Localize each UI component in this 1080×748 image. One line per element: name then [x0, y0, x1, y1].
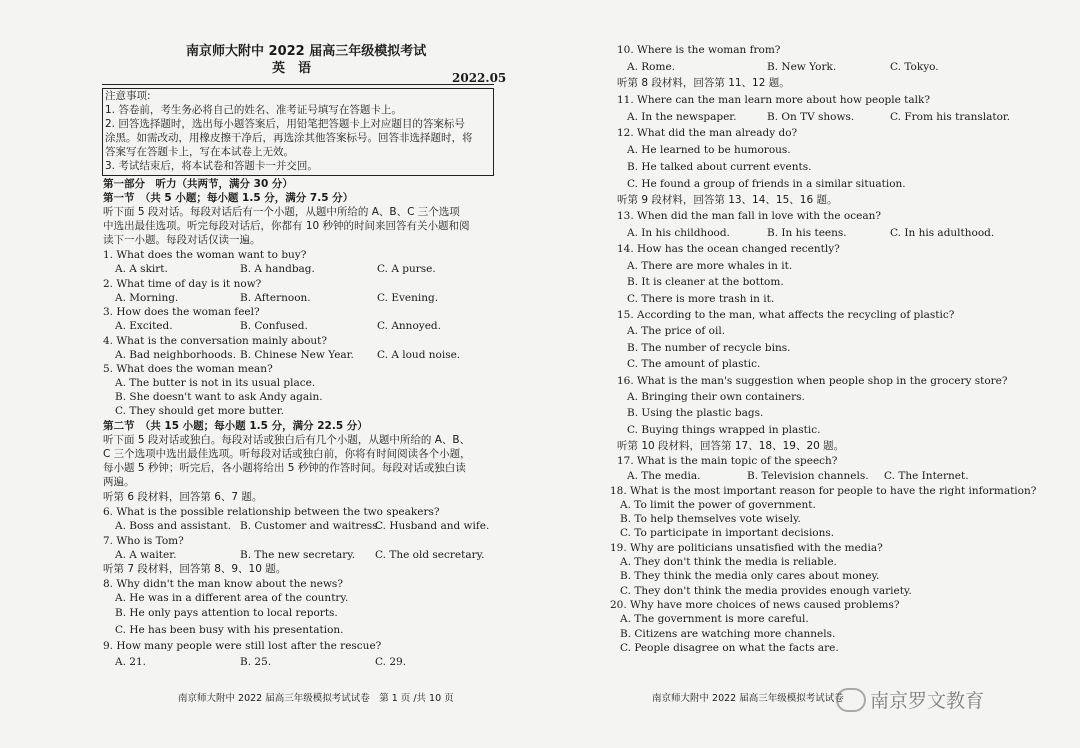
question-6: 6. What is the possible relationship between the two speakers?	[103, 506, 440, 518]
option-b: B. Afternoon.	[240, 292, 311, 304]
question-11: 11. Where can the man learn more about how people talk?	[617, 94, 931, 106]
option-b: B. He talked about current events.	[627, 161, 812, 173]
option-b: B. Television channels.	[747, 470, 869, 482]
notes-line: 3. 考试结束后，将本试卷和答题卡一并交回。	[105, 160, 318, 172]
option-a: A. The media.	[627, 470, 701, 482]
option-c: C. 29.	[375, 656, 407, 668]
material-heading: 听第 8 段材料，回答第 11、12 题。	[617, 77, 790, 89]
option-a: A. Rome.	[627, 61, 675, 73]
option-a: A. A waiter.	[115, 549, 177, 561]
section-desc: 中选出最佳选项。听完每段对话后，你都有 10 秒钟的时间来回答有关小题和阅	[103, 220, 470, 232]
option-c: C. Evening.	[377, 292, 439, 304]
option-a: A. Bringing their own containers.	[627, 391, 805, 403]
option-a: A. To limit the power of government.	[620, 499, 816, 511]
question-16: 16. What is the man's suggestion when people shop in the grocery store?	[617, 375, 1008, 387]
question-4: 4. What is the conversation mainly about?	[103, 335, 328, 347]
option-b: B. Citizens are watching more channels.	[620, 628, 836, 640]
option-b: B. They think the media only cares about money.	[620, 570, 880, 582]
material-heading: 听第 10 段材料，回答第 17、18、19、20 题。	[617, 440, 845, 452]
section-desc: 听下面 5 段对话或独白。每段对话或独白后有几个小题，从题中所给的 A、B、	[103, 434, 471, 446]
option-a: A. In his childhood.	[627, 227, 730, 239]
material-heading: 听第 7 段材料，回答第 8、9、10 题。	[103, 563, 287, 575]
option-b: B. To help themselves vote wisely.	[620, 513, 801, 525]
option-c: C. In his adulthood.	[890, 227, 995, 239]
notes-line: 注意事项:	[105, 90, 151, 102]
section-desc: 每小题 5 秒钟；听完后，各小题将给出 5 秒钟的作答时间。每段对话或独白读	[103, 462, 466, 474]
option-c: C. They should get more butter.	[115, 405, 284, 417]
option-c: C. From his translator.	[890, 111, 1011, 123]
notes-line: 1. 答卷前，考生务必将自己的姓名、准考证号填写在答题卡上。	[105, 104, 402, 116]
option-b: B. A handbag.	[240, 263, 315, 275]
option-b: B. 25.	[240, 656, 272, 668]
watermark: 南京罗文教育	[870, 690, 985, 712]
option-a: A. He learned to be humorous.	[627, 144, 791, 156]
option-b: B. Confused.	[240, 320, 308, 332]
option-b: B. On TV shows.	[767, 111, 855, 123]
option-a: A. In the newspaper.	[627, 111, 737, 123]
option-a: A. He was in a different area of the country.	[115, 592, 349, 604]
option-c: C. A loud noise.	[377, 349, 461, 361]
section-desc: 读下一小题。每段对话仅读一遍。	[103, 234, 261, 246]
material-heading: 听第 6 段材料，回答第 6、7 题。	[103, 491, 263, 503]
question-13: 13. When did the man fall in love with the ocean?	[617, 210, 881, 222]
option-c: C. He has been busy with his presentation.	[115, 624, 344, 636]
option-b: B. Chinese New Year.	[240, 349, 354, 361]
option-a: A. Bad neighborhoods.	[115, 349, 237, 361]
question-17: 17. What is the main topic of the speech?	[617, 455, 838, 467]
option-c: C. There is more trash in it.	[627, 293, 775, 305]
page-footer: 南京师大附中 2022 届高三年级模拟考试试卷 第 1 页 /共 10 页	[178, 693, 454, 704]
question-8: 8. Why didn't the man know about the news?	[103, 578, 343, 590]
exam-title: 南京师大附中 2022 届高三年级模拟考试	[186, 44, 427, 59]
option-b: B. In his teens.	[767, 227, 847, 239]
question-20: 20. Why have more choices of news caused problems?	[610, 599, 900, 611]
option-b: B. He only pays attention to local reports.	[115, 607, 338, 619]
section-heading: 第一节 （共 5 小题；每小题 1.5 分，满分 7.5 分）	[103, 192, 354, 204]
question-3: 3. How does the woman feel?	[103, 306, 260, 318]
section-heading: 第二节 （共 15 小题；每小题 1.5 分，满分 22.5 分）	[103, 420, 368, 432]
exam-date: 2022.05	[452, 71, 507, 85]
option-a: A. Excited.	[115, 320, 173, 332]
option-c: C. They don't think the media provides enough variety.	[620, 585, 912, 597]
option-c: C. The Internet.	[884, 470, 969, 482]
option-b: B. Using the plastic bags.	[627, 407, 764, 419]
option-c: C. The amount of plastic.	[627, 358, 761, 370]
question-9: 9. How many people were still lost after the rescue?	[103, 640, 382, 652]
notes-line: 2. 回答选择题时，选出每小题答案后，用铅笔把答题卡上对应题目的答案标号	[105, 118, 465, 130]
question-1: 1. What does the woman want to buy?	[103, 249, 307, 261]
section-desc: 两遍。	[103, 476, 135, 488]
option-a: A. 21.	[115, 656, 146, 668]
option-c: C. To participate in important decisions.	[620, 527, 835, 539]
option-c: C. Husband and wife.	[375, 520, 490, 532]
option-a: A. Morning.	[115, 292, 179, 304]
question-14: 14. How has the ocean changed recently?	[617, 243, 840, 255]
option-a: A. Boss and assistant.	[115, 520, 232, 532]
wechat-icon	[836, 688, 866, 712]
option-a: A. The government is more careful.	[620, 613, 809, 625]
question-7: 7. Who is Tom?	[103, 535, 184, 547]
subject-title: 英 语	[272, 61, 312, 76]
question-10: 10. Where is the woman from?	[617, 44, 781, 56]
option-b: B. The new secretary.	[240, 549, 356, 561]
section-desc: 听下面 5 段对话。每段对话后有一个小题，从题中所给的 A、B、C 三个选项	[103, 206, 460, 218]
option-b: B. It is cleaner at the bottom.	[627, 276, 784, 288]
option-a: A. The butter is not in its usual place.	[115, 377, 316, 389]
option-c: C. The old secretary.	[375, 549, 485, 561]
question-19: 19. Why are politicians unsatisfied with the media?	[610, 542, 883, 554]
option-b: B. Customer and waitress.	[240, 520, 381, 532]
question-18: 18. What is the most important reason for people to have the right information?	[610, 485, 1037, 497]
option-c: C. A purse.	[377, 263, 436, 275]
option-a: A. A skirt.	[115, 263, 168, 275]
option-c: C. He found a group of friends in a similar situation.	[627, 178, 906, 190]
part-heading: 第一部分 听力（共两节，满分 30 分）	[103, 178, 293, 190]
option-b: B. New York.	[767, 61, 837, 73]
section-desc: C 三个选项中选出最佳选项。听每段对话或独白前，你将有时间阅读各个小题，	[103, 448, 471, 460]
option-c: C. Tokyo.	[890, 61, 939, 73]
option-b: B. The number of recycle bins.	[627, 342, 791, 354]
option-a: A. There are more whales in it.	[627, 260, 793, 272]
option-b: B. She doesn't want to ask Andy again.	[115, 391, 323, 403]
option-a: A. The price of oil.	[627, 325, 726, 337]
question-15: 15. According to the man, what affects the recycling of plastic?	[617, 309, 955, 321]
option-c: C. Buying things wrapped in plastic.	[627, 424, 821, 436]
notes-line: 答案写在答题卡上，写在本试卷上无效。	[105, 146, 294, 158]
notes-line: 涂黑。如需改动，用橡皮擦干净后，再选涂其他答案标号。回答非选择题时，将	[105, 132, 473, 144]
question-2: 2. What time of day is it now?	[103, 278, 262, 290]
material-heading: 听第 9 段材料，回答第 13、14、15、16 题。	[617, 194, 838, 206]
page-footer: 南京师大附中 2022 届高三年级模拟考试试卷	[652, 693, 844, 704]
option-c: C. People disagree on what the facts are.	[620, 642, 839, 654]
option-a: A. They don't think the media is reliable.	[620, 556, 837, 568]
question-12: 12. What did the man already do?	[617, 127, 798, 139]
option-c: C. Annoyed.	[377, 320, 441, 332]
question-5: 5. What does the woman mean?	[103, 363, 273, 375]
header-rule	[102, 84, 494, 85]
